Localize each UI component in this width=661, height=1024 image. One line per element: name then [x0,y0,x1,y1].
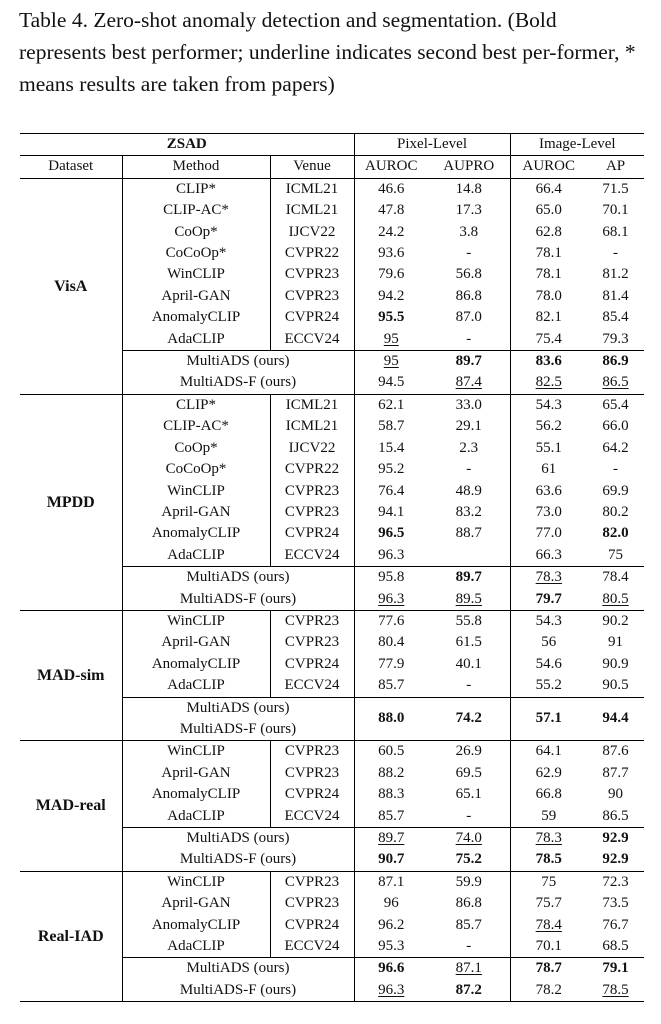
ap-cell: 65.4 [587,394,644,416]
venue-cell: CVPR24 [270,784,354,805]
aupro-cell: 48.9 [455,482,482,499]
ap-cell: 80.2 [602,503,629,520]
venue-cell: CVPR24 [270,915,354,936]
method-cell: WinCLIP [122,741,270,763]
method-cell: WinCLIP [122,481,270,502]
ap-cell: 68.1 [602,223,629,240]
method-cell: April-GAN [122,893,270,914]
ap-cell: 91 [608,634,624,651]
table-row [20,741,644,763]
results-table [20,133,644,1002]
method-cell: CoCoOp* [122,459,270,480]
aupro-cell: 87.0 [455,309,482,326]
img-auroc-cell: 61 [510,459,587,480]
method-cell: AdaCLIP [122,329,270,351]
pixel-level-header: Pixel-Level [354,134,510,156]
ap-cell: 78.4 [587,567,644,589]
method-cell: MultiADS-F (ours) [122,719,354,741]
ap-cell: 86.5 [602,807,629,824]
venue-cell: IJCV22 [270,438,354,459]
pix-auroc-cell: 94.5 [354,372,428,394]
aupro-cell: 83.2 [455,503,482,520]
method-cell: MultiADS-F (ours) [122,589,354,611]
pix-auroc-cell: 95.3 [354,936,428,958]
pix-auroc-cell: 24.2 [354,222,428,243]
pix-auroc-cell: 77.9 [354,654,428,675]
venue-cell: ICML21 [270,178,354,200]
pix-auroc-cell: 87.1 [354,871,428,893]
ap-cell: 78.5 [587,980,644,1002]
pix-auroc-cell: 96 [354,893,428,914]
img-auroc-cell: 54.6 [510,654,587,675]
img-auroc-cell: 62.9 [510,763,587,784]
img-auroc-cell: 78.7 [510,958,587,980]
pix-auroc-cell: 60.5 [354,741,428,763]
img-auroc-cell: 54.3 [510,394,587,416]
table-row [20,610,644,632]
img-auroc-cell: 63.6 [510,481,587,502]
pix-auroc-cell: 93.6 [354,243,428,264]
aupro-cell: - [466,245,472,262]
method-cell: CLIP* [122,178,270,200]
pix-auroc-cell: 96.3 [354,589,428,611]
venue-cell: ICML21 [270,394,354,416]
pix-auroc-cell: 96.3 [354,980,428,1002]
ap-cell: 80.5 [602,590,629,607]
pix-auroc-cell: 88.0 [354,697,428,741]
img-auroc-cell: 59 [510,806,587,828]
img-auroc-cell: 70.1 [510,936,587,958]
aupro-cell: 55.8 [428,610,510,632]
ap-cell: 64.2 [602,439,629,456]
venue-cell: ICML21 [270,200,354,221]
img-auroc-cell: 75.4 [510,329,587,351]
venue-cell: CVPR23 [270,741,354,763]
pix-auroc-cell: 95.8 [354,567,428,589]
venue-cell: CVPR23 [270,286,354,307]
ap-cell: 68.5 [602,938,629,955]
aupro-cell: - [466,938,472,955]
header-row-columns [20,156,644,178]
ap-cell: - [613,461,619,478]
ap-cell: 90 [608,786,624,803]
pix-auroc-cell: 89.7 [354,828,428,850]
venue-cell: CVPR23 [270,632,354,653]
zsad-header: ZSAD [20,134,354,156]
ap-cell: 94.4 [587,697,644,741]
ap-cell: 90.9 [602,655,629,672]
method-cell: WinCLIP [122,264,270,285]
venue-cell: ECCV24 [270,936,354,958]
aupro-cell: 89.7 [428,351,510,373]
method-cell: AdaCLIP [122,806,270,828]
pix-auroc-cell: 15.4 [354,438,428,459]
method-cell: CoOp* [122,222,270,243]
dataset-name: VisA [20,178,122,394]
venue-cell: CVPR23 [270,264,354,285]
method-cell: AnomalyCLIP [122,654,270,675]
aupro-cell: 87.4 [455,374,482,391]
method-cell: MultiADS (ours) [122,828,354,850]
img-auroc-cell: 78.5 [510,849,587,871]
ap-cell: 79.3 [602,330,629,347]
method-cell: MultiADS (ours) [122,567,354,589]
aupro-cell: - [466,461,472,478]
img-auroc-cell: 78.2 [510,980,587,1002]
aupro-cell: 40.1 [455,655,482,672]
venue-cell: ECCV24 [270,545,354,567]
ap-cell: 81.4 [602,287,629,304]
ap-cell: 86.5 [602,374,629,391]
img-auroc-cell: 54.3 [510,610,587,632]
img-auroc-cell: 78.0 [510,286,587,307]
venue-cell: CVPR23 [270,502,354,523]
aupro-cell: 87.2 [428,980,510,1002]
ap-cell: 90.5 [602,677,629,694]
venue-cell: CVPR23 [270,871,354,893]
img-auroc-cell: 75.7 [510,893,587,914]
venue-cell: IJCV22 [270,222,354,243]
ap-cell: 92.9 [602,851,629,868]
img-auroc-cell: 56.2 [510,416,587,437]
aupro-cell: 33.0 [428,394,510,416]
method-cell: CLIP-AC* [122,200,270,221]
aupro-cell: 26.9 [428,741,510,763]
aupro-cell: 88.7 [455,525,482,542]
venue-cell: ECCV24 [270,806,354,828]
ap-cell: 87.6 [587,741,644,763]
ap-cell: 72.3 [587,871,644,893]
method-cell: April-GAN [122,286,270,307]
aupro-cell: 85.7 [455,916,482,933]
pix-auroc-cell: 96.5 [354,523,428,544]
img-auroc-cell: 78.3 [510,828,587,850]
ap-cell: 75 [608,546,624,563]
ap-cell: 87.7 [602,764,629,781]
aupro-cell: - [466,807,472,824]
dataset-name: Real-IAD [20,871,122,1001]
method-cell: AnomalyCLIP [122,307,270,328]
img-auroc-cell: 83.6 [510,351,587,373]
ap-cell: 86.9 [587,351,644,373]
ap-cell: 70.1 [602,202,629,219]
venue-cell: ECCV24 [270,329,354,351]
aupro-cell: 17.3 [455,202,482,219]
aupro-cell: 3.8 [459,223,479,240]
img-auroc-cell: 56 [510,632,587,653]
method-cell: CoCoOp* [122,243,270,264]
pix-auroc-cell: 76.4 [354,481,428,502]
method-cell: AnomalyCLIP [122,915,270,936]
dataset-name: MAD-sim [20,610,122,740]
pix-auroc-cell: 90.7 [354,849,428,871]
pix-auroc-cell: 94.1 [354,502,428,523]
img-auroc-cell: 55.2 [510,675,587,697]
img-auroc-cell: 78.1 [510,264,587,285]
venue-cell: CVPR23 [270,610,354,632]
venue-cell: CVPR22 [270,459,354,480]
pix-auroc-cell: 62.1 [354,394,428,416]
method-cell: MultiADS (ours) [122,351,354,373]
img-auroc-cell: 78.3 [510,567,587,589]
method-cell: AnomalyCLIP [122,784,270,805]
method-cell: AdaCLIP [122,675,270,697]
image-level-header: Image-Level [510,134,644,156]
header-row-group [20,134,644,156]
pix-auroc-cell: 47.8 [354,200,428,221]
img-auroc-cell: 62.8 [510,222,587,243]
pix-auroc-cell: 96.6 [354,958,428,980]
method-cell: WinCLIP [122,610,270,632]
table-row [20,871,644,893]
img-auroc-cell: 79.7 [510,589,587,611]
venue-cell: CVPR22 [270,243,354,264]
aupro-cell: 59.9 [428,871,510,893]
pix-auroc-cell: 96.2 [354,915,428,936]
aupro-cell: - [466,330,472,347]
ap-cell: 81.2 [602,266,629,283]
aupro-cell [428,545,510,567]
aupro-cell: 74.2 [428,697,510,741]
img-auroc-cell: 82.5 [510,372,587,394]
img-auroc-cell: 78.1 [510,243,587,264]
pix-auroc-cell: 85.7 [354,675,428,697]
venue-header: Venue [270,156,354,178]
ap-cell: 90.2 [587,610,644,632]
venue-cell: CVPR24 [270,523,354,544]
img-auroc-cell: 75 [510,871,587,893]
aupro-cell: 86.8 [455,895,482,912]
ap-cell: 79.1 [587,958,644,980]
table-caption: Table 4. Zero-shot anomaly detection and segmentation. (Bold represents best performer; underline indicates second best per-former, * means results are taken from papers) [19,8,636,96]
pix-auroc-cell: 96.3 [354,545,428,567]
ap-cell: 92.9 [587,828,644,850]
method-cell: AdaCLIP [122,545,270,567]
ap-cell: 69.9 [602,482,629,499]
method-cell: AdaCLIP [122,936,270,958]
ap-header: AP [605,158,626,175]
method-cell: April-GAN [122,763,270,784]
aupro-header: AUPRO [443,158,495,175]
venue-cell: ECCV24 [270,675,354,697]
dataset-name: MPDD [20,394,122,610]
venue-cell: CVPR23 [270,893,354,914]
method-cell: MultiADS (ours) [122,697,354,719]
method-cell: April-GAN [122,632,270,653]
img-auroc-cell: 57.1 [510,697,587,741]
method-cell: MultiADS-F (ours) [122,980,354,1002]
img-auroc-cell: 64.1 [510,741,587,763]
pix-auroc-cell: 77.6 [354,610,428,632]
img-auroc-cell: 66.3 [510,545,587,567]
aupro-cell: 69.5 [455,764,482,781]
method-cell: MultiADS-F (ours) [122,372,354,394]
pix-auroc-cell: 95.2 [354,459,428,480]
pix-auroc-cell: 79.6 [354,264,428,285]
method-cell: April-GAN [122,502,270,523]
pixel-auroc-header: AUROC [354,156,428,178]
aupro-cell: 74.0 [428,828,510,850]
aupro-cell: 87.1 [428,958,510,980]
aupro-cell: 89.7 [428,567,510,589]
aupro-cell: 2.3 [459,439,479,456]
aupro-cell: 61.5 [455,634,482,651]
table-row [20,178,644,200]
image-auroc-header: AUROC [510,156,587,178]
ap-cell: - [613,245,619,262]
img-auroc-cell: 66.4 [510,178,587,200]
method-cell: AnomalyCLIP [122,523,270,544]
ap-cell: 76.7 [602,916,629,933]
aupro-cell: 89.5 [455,590,482,607]
ap-cell: 82.0 [602,525,629,542]
aupro-cell: 29.1 [455,418,482,435]
table-row [20,394,644,416]
pix-auroc-cell: 85.7 [354,806,428,828]
img-auroc-cell: 73.0 [510,502,587,523]
method-cell: MultiADS-F (ours) [122,849,354,871]
img-auroc-cell: 65.0 [510,200,587,221]
aupro-cell: 14.8 [428,178,510,200]
img-auroc-cell: 78.4 [510,915,587,936]
venue-cell: ICML21 [270,416,354,437]
method-header: Method [122,156,270,178]
method-cell: CLIP* [122,394,270,416]
img-auroc-cell: 77.0 [510,523,587,544]
aupro-cell: 86.8 [455,287,482,304]
pix-auroc-cell: 95.5 [354,307,428,328]
ap-cell: 73.5 [602,895,629,912]
venue-cell: CVPR24 [270,654,354,675]
ap-cell: 85.4 [602,309,629,326]
img-auroc-cell: 66.8 [510,784,587,805]
ap-cell: 71.5 [587,178,644,200]
aupro-cell: 65.1 [455,786,482,803]
pix-auroc-cell: 88.2 [354,763,428,784]
img-auroc-cell: 55.1 [510,438,587,459]
pix-auroc-cell: 46.6 [354,178,428,200]
aupro-cell: - [466,677,472,694]
pix-auroc-cell: 95 [354,329,428,351]
venue-cell: CVPR24 [270,307,354,328]
dataset-name: MAD-real [20,741,122,871]
ap-cell: 66.0 [602,418,629,435]
method-cell: CLIP-AC* [122,416,270,437]
img-auroc-cell: 82.1 [510,307,587,328]
aupro-cell: 56.8 [455,266,482,283]
method-cell: WinCLIP [122,871,270,893]
pix-auroc-cell: 58.7 [354,416,428,437]
pix-auroc-cell: 88.3 [354,784,428,805]
venue-cell: CVPR23 [270,481,354,502]
pix-auroc-cell: 94.2 [354,286,428,307]
method-cell: CoOp* [122,438,270,459]
method-cell: MultiADS (ours) [122,958,354,980]
dataset-header: Dataset [20,156,122,178]
pix-auroc-cell: 80.4 [354,632,428,653]
venue-cell: CVPR23 [270,763,354,784]
pix-auroc-cell: 95 [354,351,428,373]
aupro-cell: 75.2 [455,851,482,868]
